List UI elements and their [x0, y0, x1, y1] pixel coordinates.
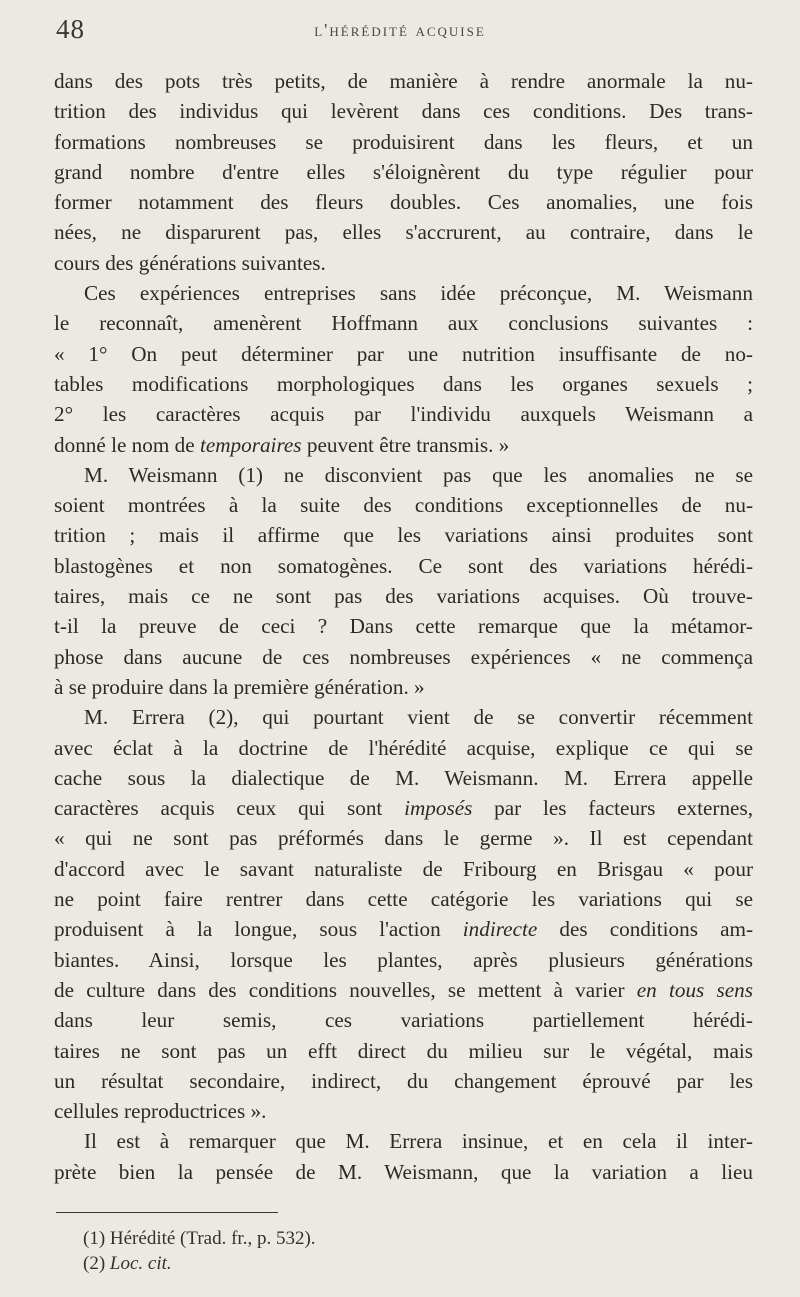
text-line: 2° les caractères acquis par l'individu auxquels Weismann a — [54, 402, 753, 427]
text-segment: peuvent être transmis. » — [306, 432, 510, 457]
text-line: « 1° On peut déterminer par une nutrition insuffisante de no- — [54, 341, 753, 366]
footnote-text: Hérédité (Trad. fr., p. 532). — [109, 1228, 316, 1249]
text-line: dans des pots très petits, de manière à rendre anormale la nu- — [54, 69, 753, 93]
text-line: Il est à remarquer que M. Errera insinue, et en cela il inter- — [84, 1129, 753, 1154]
text-line: M. Errera (2), qui pourtant vient de se convertir récemment — [84, 705, 753, 730]
footnote-marker: (1) — [83, 1228, 106, 1249]
text-line: Ces expériences entreprises sans idée préconçue, M. Weismann — [84, 281, 753, 306]
running-title: l'hérédité acquise — [314, 20, 486, 40]
text-line — [54, 793, 753, 823]
text-line: t-il la preuve de ceci ? Dans cette remarque que la métamor- — [54, 614, 753, 639]
body-text — [54, 66, 753, 1187]
page-number: 48 — [56, 14, 85, 44]
italic-term: en tous sens — [636, 977, 754, 1002]
italic-term: indirecte — [462, 917, 538, 942]
text-line: « qui ne sont pas préformés dans le germe ». Il est cependant — [54, 826, 753, 851]
text-line: le reconnaît, amenèrent Hoffmann aux conclusions suivantes : — [54, 311, 753, 336]
footnote-divider — [56, 1212, 278, 1213]
footnote — [83, 1251, 316, 1276]
text-line: cellules reproductrices ». — [54, 1099, 267, 1124]
text-line: d'accord avec le savant naturaliste de Fribourg en Brisgau « pour — [54, 856, 753, 881]
text-line: cours des générations suivantes. — [54, 250, 326, 275]
text-line: cache sous la dialectique de M. Weismann. M. Errera appelle — [54, 765, 753, 790]
footnotes — [83, 1226, 316, 1276]
text-segment: donné le nom de — [54, 432, 195, 457]
text-line: taires, mais ce ne sont pas des variations acquises. Où trouve- — [54, 584, 753, 609]
text-line: blastogènes et non somatogènes. Ce sont des variations hérédi- — [54, 553, 753, 578]
text-line: soient montrées à la suite des conditions exceptionnelles de nu- — [54, 493, 753, 518]
text-line: former notamment des fleurs doubles. Ces anomalies, une fois — [54, 190, 753, 215]
text-segment: produisent à la longue, sous l'action — [54, 917, 441, 942]
text-line: trition des individus qui levèrent dans ces conditions. Des trans- — [54, 99, 753, 124]
text-line: formations nombreuses se produisirent dans les fleurs, et un — [54, 129, 753, 154]
text-line: dans leur semis, ces variations partiellement hérédi- — [54, 1008, 753, 1033]
footnote-text: Loc. cit. — [109, 1253, 172, 1274]
text-line: à se produire dans la première génération. » — [54, 674, 425, 699]
text-line: biantes. Ainsi, lorsque les plantes, après plusieurs générations — [54, 947, 753, 972]
text-line: phose dans aucune de ces nombreuses expériences « ne commença — [54, 644, 753, 669]
text-line: trition ; mais il affirme que les variations ainsi produites sont — [54, 523, 753, 548]
text-line: tables modifications morphologiques dans les organes sexuels ; — [54, 371, 753, 396]
text-line — [54, 914, 753, 944]
text-line: nées, ne disparurent pas, elles s'accrurent, au contraire, dans le — [54, 220, 753, 245]
text-line: taires ne sont pas un efft direct du milieu sur le végétal, mais — [54, 1038, 753, 1063]
text-line — [54, 430, 753, 460]
text-segment: caractères acquis ceux qui sont — [54, 796, 383, 821]
text-segment: de culture dans des conditions nouvelles, se mettent à varier — [54, 977, 625, 1002]
italic-term: imposés — [404, 796, 473, 821]
text-line: un résultat secondaire, indirect, du changement éprouvé par les — [54, 1068, 753, 1093]
footnote-marker: (2) — [83, 1253, 106, 1274]
text-line: avec éclat à la doctrine de l'hérédité acquise, explique ce qui se — [54, 735, 753, 760]
text-line: grand nombre d'entre elles s'éloignèrent du type régulier pour — [54, 159, 753, 184]
text-line — [54, 975, 753, 1005]
text-line: M. Weismann (1) ne disconvient pas que les anomalies ne se — [84, 462, 753, 487]
page-header — [56, 14, 744, 54]
text-segment: des conditions am- — [559, 917, 754, 942]
text-line: prète bien la pensée de M. Weismann, que la variation a lieu — [54, 1159, 753, 1184]
text-segment: par les facteurs externes, — [494, 796, 753, 821]
italic-term: temporaires — [199, 432, 302, 457]
footnote — [83, 1226, 316, 1251]
text-line: ne point faire rentrer dans cette catégorie les variations qui se — [54, 887, 753, 912]
